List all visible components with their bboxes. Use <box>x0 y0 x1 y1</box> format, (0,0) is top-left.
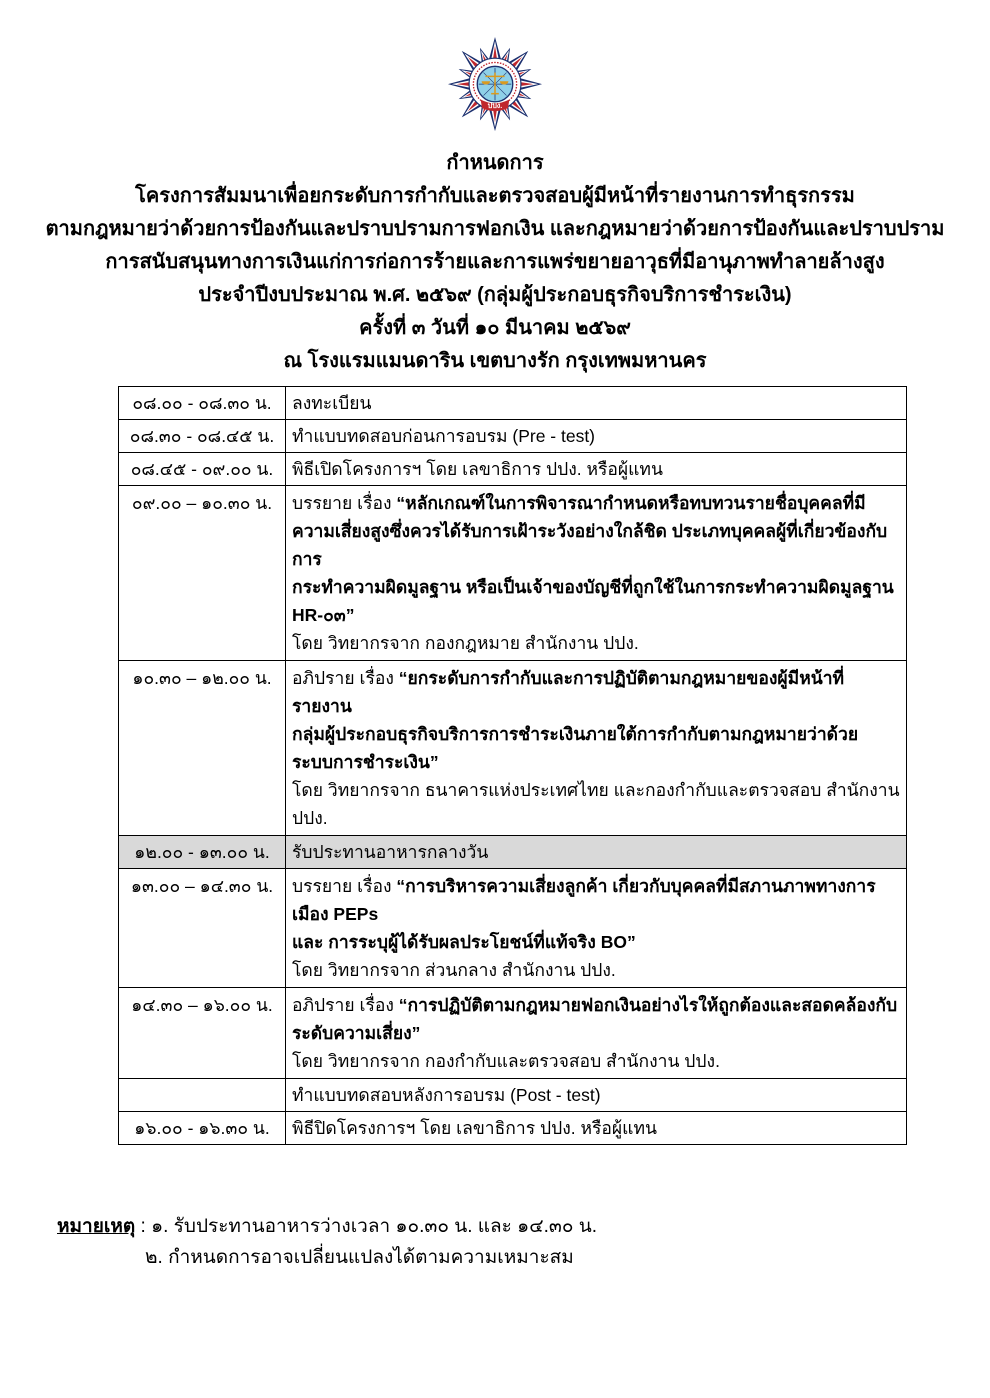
notes-block <box>57 1211 990 1273</box>
session-topic: “ยกระดับการกำกับและการปฏิบัติตามกฎหมายของผู้มีหน้าที่รายงาน <box>292 668 845 716</box>
title-line: ประจำปีงบประมาณ พ.ศ. ๒๕๖๙ (กลุ่มผู้ประกอบธุรกิจบริการชำระเงิน) <box>198 284 792 306</box>
time-cell <box>119 1079 286 1112</box>
session-topic: ความเสี่ยงสูงซึ่งควรได้รับการเฝ้าระวังอย่างใกล้ชิด ประเภทบุคคลผู้ที่เกี่ยวข้องกับการ <box>292 521 888 569</box>
notes-separator: : <box>135 1216 152 1237</box>
schedule-row <box>119 453 907 486</box>
title-line: ตามกฎหมายว่าด้วยการป้องกันและปราบปรามการฟอกเงิน และกฎหมายว่าด้วยการป้องกันและปราบปราม <box>45 218 945 240</box>
time-cell: ๐๘.๓๐ - ๐๘.๔๕ น. <box>119 420 286 453</box>
note-item: ๒. กำหนดการอาจเปลี่ยนแปลงได้ตามความเหมาะสม <box>145 1247 574 1268</box>
session-topic: “การบริหารความเสี่ยงลูกค้า เกี่ยวกับบุคคลที่มีสภานภาพทางการเมือง PEPs <box>292 876 876 924</box>
title-block <box>0 147 990 378</box>
session-speaker: โดย วิทยากรจาก กองกฎหมาย สำนักงาน ปปง. <box>292 633 639 653</box>
activity-cell <box>286 869 907 988</box>
schedule-row <box>119 420 907 453</box>
session-speaker: โดย วิทยากรจาก ธนาคารแห่งประเทศไทย และกองกำกับและตรวจสอบ สำนักงาน ปปง. <box>292 780 900 828</box>
schedule-row <box>119 661 907 836</box>
session-type: บรรยาย เรื่อง <box>292 876 397 896</box>
schedule-row <box>119 869 907 988</box>
title-line: โครงการสัมมนาเพื่อยกระดับการกำกับและตรวจสอบผู้มีหน้าที่รายงานการทำธุรกรรม <box>135 185 855 207</box>
schedule-row-lunch <box>119 836 907 869</box>
header-logo-area <box>0 0 990 141</box>
session-type: อภิปราย เรื่อง <box>292 668 399 688</box>
session-topic: กลุ่มผู้ประกอบธุรกิจบริการการชำระเงินภายใต้การกำกับตามกฎหมายว่าด้วย <box>292 724 859 744</box>
activity-cell <box>286 486 907 661</box>
activity-cell: พิธีเปิดโครงการฯ โดย เลขาธิการ ปปง. หรือผู้แทน <box>286 453 907 486</box>
schedule-row <box>119 988 907 1079</box>
activity-cell <box>286 988 907 1079</box>
session-topic: “หลักเกณฑ์ในการพิจารณากำหนดหรือทบทวนรายชื่อบุคคลที่มี <box>396 493 866 513</box>
schedule-row <box>119 387 907 420</box>
seal-abbr-text: ปปง. <box>487 101 503 111</box>
note-item: ๑. รับประทานอาหารว่างเวลา ๑๐.๓๐ น. และ ๑๔.๓๐ น. <box>151 1216 598 1237</box>
session-type: บรรยาย เรื่อง <box>292 493 397 513</box>
session-speaker: โดย วิทยากรจาก กองกำกับและตรวจสอบ สำนักงาน ปปง. <box>292 1051 720 1071</box>
time-cell: ๑๒.๐๐ - ๑๓.๐๐ น. <box>119 836 286 869</box>
title-line: ณ โรงแรมแมนดาริน เขตบางรัก กรุงเทพมหานคร <box>283 350 707 372</box>
activity-cell: ทำแบบทดสอบหลังการอบรม (Post - test) <box>286 1079 907 1112</box>
activity-cell: พิธีปิดโครงการฯ โดย เลขาธิการ ปปง. หรือผู้แทน <box>286 1112 907 1145</box>
session-topic: กระทำความผิดมูลฐาน หรือเป็นเจ้าของบัญชีที่ถูกใช้ในการกระทำความผิดมูลฐาน HR-๐๓” <box>292 577 894 625</box>
time-cell: ๑๐.๓๐ – ๑๒.๐๐ น. <box>119 661 286 836</box>
session-topic: “การปฏิบัติตามกฎหมายฟอกเงินอย่างไรให้ถูกต้องและสอดคล้องกับ <box>398 995 898 1015</box>
time-cell: ๐๘.๐๐ - ๐๘.๓๐ น. <box>119 387 286 420</box>
time-cell: ๑๓.๐๐ – ๑๔.๓๐ น. <box>119 869 286 988</box>
time-cell: ๐๙.๐๐ – ๑๐.๓๐ น. <box>119 486 286 661</box>
time-cell: ๐๘.๔๕ - ๐๙.๐๐ น. <box>119 453 286 486</box>
session-topic: และ การระบุผู้ได้รับผลประโยชน์ที่แท้จริง BO” <box>292 932 636 952</box>
session-type: อภิปราย เรื่อง <box>292 995 399 1015</box>
time-cell: ๑๖.๐๐ - ๑๖.๓๐ น. <box>119 1112 286 1145</box>
time-cell: ๑๔.๓๐ – ๑๖.๐๐ น. <box>119 988 286 1079</box>
activity-cell: รับประทานอาหารกลางวัน <box>286 836 907 869</box>
title-line: การสนับสนุนทางการเงินแก่การก่อการร้ายและการแพร่ขยายอาวุธที่มีอานุภาพทำลายล้างสูง <box>105 251 885 273</box>
schedule-row <box>119 486 907 661</box>
schedule-row <box>119 1112 907 1145</box>
schedule-row <box>119 1079 907 1112</box>
activity-cell <box>286 661 907 836</box>
session-topic: ระดับความเสี่ยง” <box>292 1023 421 1043</box>
session-topic: ระบบการชำระเงิน” <box>292 752 439 772</box>
schedule-table <box>118 386 907 1145</box>
notes-label: หมายเหตุ <box>57 1216 136 1237</box>
amlo-seal-icon <box>447 36 543 136</box>
title-line: ครั้งที่ ๓ วันที่ ๑๐ มีนาคม ๒๕๖๙ <box>359 317 631 339</box>
session-speaker: โดย วิทยากรจาก ส่วนกลาง สำนักงาน ปปง. <box>292 960 616 980</box>
activity-cell: ลงทะเบียน <box>286 387 907 420</box>
activity-cell: ทำแบบทดสอบก่อนการอบรม (Pre - test) <box>286 420 907 453</box>
doc-title: กำหนดการ <box>446 152 544 174</box>
